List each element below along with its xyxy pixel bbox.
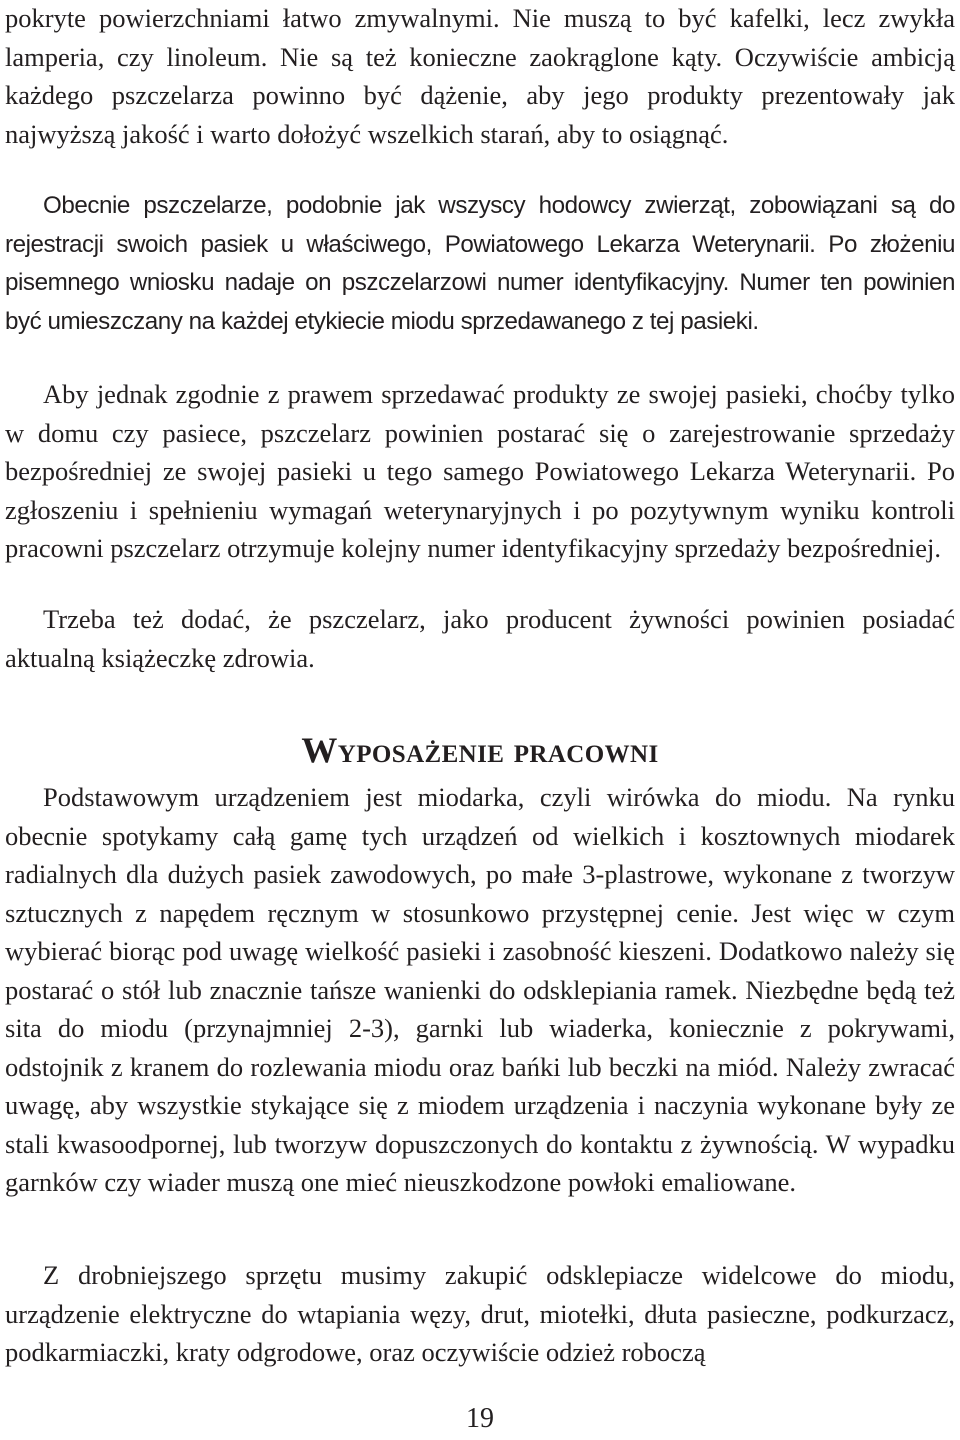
page-number: 19: [466, 1403, 494, 1434]
document-page: [5, 0, 955, 1440]
paragraph-hygiene-surfaces: pokryte powierzchniami łatwo zmywalnymi. Nie muszą to być kafelki, lecz zwykła lamperia, czy linoleum. Nie są też konieczne zaokrąglone kąty. Oczywiście ambicją każdego pszczelarza powinno być dążenie, aby jego produkty prezentowały jak najwyższą jakość i warto dołożyć wszelkich starań, aby to osiągnąć.: [5, 3, 955, 149]
paragraph-honey-extractor: Podstawowym urządzeniem jest miodarka, czyli wirówka do miodu. Na rynku obecnie spotykamy całą gamę tych urządzeń od wielkich i kosztownych miodarek radialnych dla dużych pasiek zawodowych, po małe 3-plastrowe, wykonane z tworzyw sztucznych z napędem ręcznym w stosunkowo przystępnej cenie. Jest więc w czym wybierać biorąc pod uwagę wielkość pasieki i zasobność kieszeni. Dodatkowo należy się postarać o stół lub znacznie tańsze wanienki do odsklepiania ramek. Niezbędne będą też sita do miodu (przynajmniej 2-3), garnki lub wiaderka, koniecznie z pokrywami, odstojnik z kranem do rozlewania miodu oraz bańki lub beczki na miód. Należy zwracać uwagę, aby wszystkie stykające się z miodem urządzenia i naczynia wykonane były ze stali kwasoodpornej, lub tworzyw dopuszczonych do kontaktu z żywnością. W wypadku garnków czy wiader muszą one mieć nieuszkodzone powłoki emaliowane.: [5, 782, 955, 1197]
paragraph-apiary-registration: Obecnie pszczelarze, podobnie jak wszyscy hodowcy zwierząt, zobowiązani są do rejestracji swoich pasiek u właściwego, Powiatowego Lekarza Weterynarii. Po złożeniu pisemnego wniosku nadaje on pszczelarzowi numer identyfikacyjny. Numer ten powinien być umieszczany na każdej etykiecie miodu sprzedawanego z tej pasieki.: [5, 192, 955, 335]
paragraph-small-equipment: Z drobniejszego sprzętu musimy zakupić odsklepiacze widelcowe do miodu, urządzenie elektryczne do wtapiania węzy, drut, miotełki, dłuta pasieczne, podkurzacz, podkarmiaczki, kraty odgrodowe, oraz oczywiście odzież roboczą: [5, 1260, 955, 1367]
paragraph-health-booklet: Trzeba też dodać, że pszczelarz, jako producent żywności powinien posiadać aktualną książeczkę zdrowia.: [5, 604, 955, 673]
paragraph-direct-sales-registration: Aby jednak zgodnie z prawem sprzedawać produkty ze swojej pasieki, choćby tylko w domu czy pasiece, pszczelarz powinien postarać się o zarejestrowanie sprzedaży bezpośredniej ze swojej pasieki u tego samego Powiatowego Lekarza Weterynarii. Po zgłoszeniu i spełnieniu wymagań weterynaryjnych i po pozytywnym wyniku kontroli pracowni pszczelarz otrzymuje kolejny numer identyfikacyjny sprzedaży bezpośredniej.: [5, 379, 955, 563]
section-heading: Wyposażenie pracowni: [301, 730, 659, 770]
